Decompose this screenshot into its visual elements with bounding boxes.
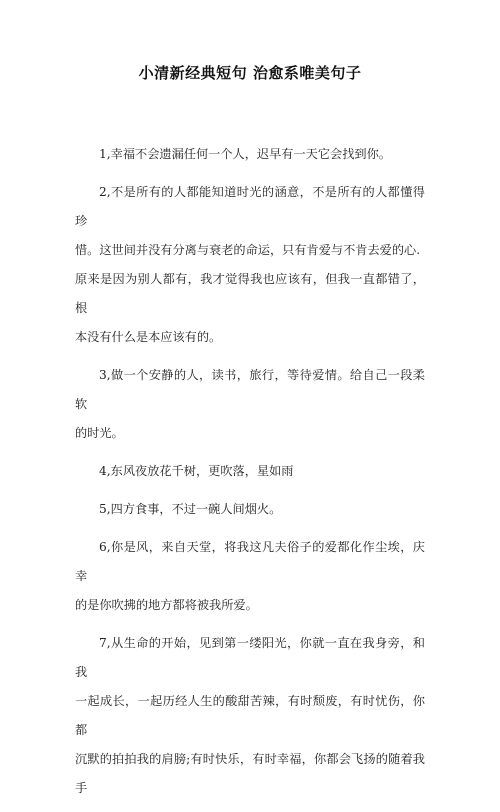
text-line: 本没有什么是本应该有的。 (75, 330, 222, 344)
text-line: 惜。这世间并没有分离与衰老的命运，只有肯爱与不肯去爱的心. (75, 243, 421, 257)
text-line: 6,你是风，来自天堂，将我这凡夫俗子的爱都化作尘埃，庆幸 (75, 540, 425, 583)
paragraph-3 (75, 361, 425, 448)
paragraph-2 (75, 178, 425, 352)
text-line: 沉默的拍拍我的肩膀;有时快乐，有时幸福，你都会飞扬的随着我手 (75, 752, 425, 795)
text-line: 5,四方食事，不过一碗人间烟火。 (99, 502, 282, 516)
text-line: 原来是因为别人都有，我才觉得我也应该有，但我一直都错了，根 (75, 272, 425, 315)
text-line: 1,幸福不会遗漏任何一个人，迟早有一天它会找到你。 (99, 147, 391, 161)
text-line: 的时光。 (75, 426, 124, 440)
text-line: 2,不是所有的人都能知道时光的涵意，不是所有的人都懂得珍 (75, 185, 425, 228)
document-title: 小清新经典短句 治愈系唯美句子 (138, 64, 362, 82)
text-line: 一起成长，一起历经人生的酸甜苦辣，有时颓废，有时忧伤，你都 (75, 694, 425, 737)
text-line: 3,做一个安静的人，读书，旅行，等待爱情。给自己一段柔软 (75, 368, 425, 411)
paragraph-6 (75, 533, 425, 620)
text-line: 的是你吹拂的地方都将被我所爱。 (75, 598, 258, 612)
document-body (75, 140, 425, 812)
paragraph-7 (75, 629, 425, 803)
text-line: 4,东风夜放花千树，更吹落，星如雨 (99, 464, 294, 478)
text-line: 7,从生命的开始，见到第一缕阳光，你就一直在我身旁，和我 (75, 636, 425, 679)
paragraph-1 (75, 140, 425, 169)
paragraph-5 (75, 495, 425, 524)
paragraph-4 (75, 457, 425, 486)
